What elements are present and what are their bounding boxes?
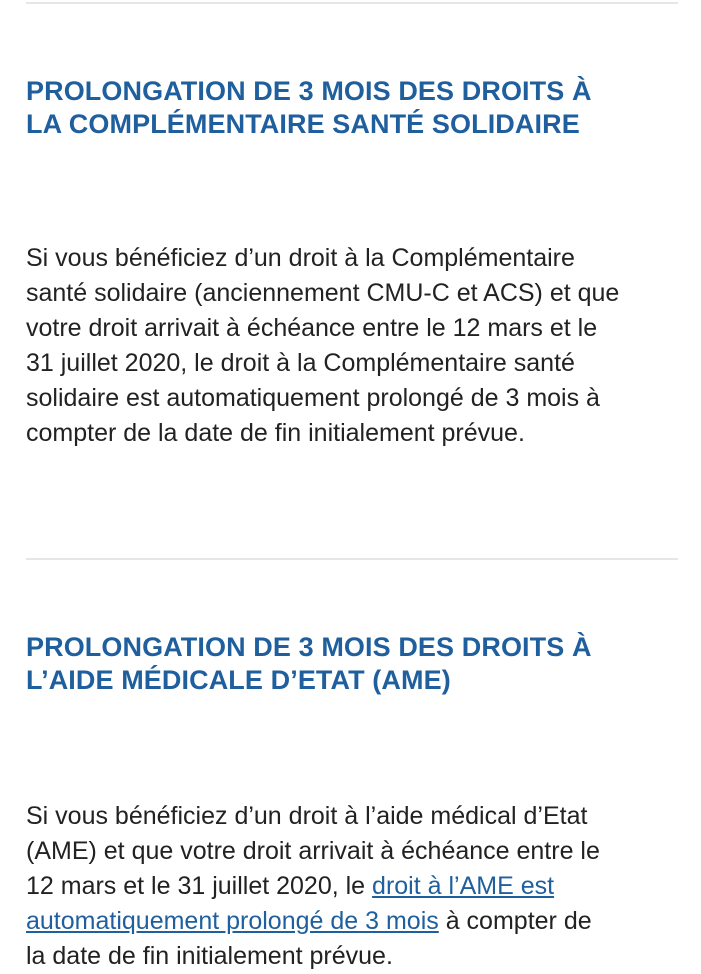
body-line: Si vous bénéficiez d’un droit à la Complémentaire bbox=[26, 244, 575, 272]
section-title-line: PROLONGATION DE 3 MOIS DES DROITS À bbox=[26, 632, 592, 662]
section-title-line: PROLONGATION DE 3 MOIS DES DROITS À bbox=[26, 76, 592, 106]
section-title-ame bbox=[26, 631, 678, 697]
section-body-css bbox=[26, 241, 678, 451]
body-line: santé solidaire (anciennement CMU-C et ACS) et que bbox=[26, 279, 620, 307]
body-line: solidaire est automatiquement prolongé de 3 mois à bbox=[26, 384, 600, 412]
body-line: (AME) et que votre droit arrivait à échéance entre le bbox=[26, 837, 600, 865]
body-line: 31 juillet 2020, le droit à la Complémentaire santé bbox=[26, 349, 575, 377]
section-title-line: L’AIDE MÉDICALE D’ETAT (AME) bbox=[26, 665, 451, 695]
section-divider bbox=[26, 558, 678, 560]
ame-link-part2[interactable]: automatiquement prolongé de 3 mois bbox=[26, 907, 439, 935]
section-title-line: LA COMPLÉMENTAIRE SANTÉ SOLIDAIRE bbox=[26, 109, 580, 139]
body-text: à compter de bbox=[438, 907, 592, 935]
section-body-ame bbox=[26, 799, 678, 974]
ame-link-part1[interactable]: droit à l’AME est bbox=[372, 872, 555, 900]
body-line: votre droit arrivait à échéance entre le 12 mars et le bbox=[26, 314, 598, 342]
body-line: compter de la date de fin initialement prévue. bbox=[26, 419, 525, 447]
page-content bbox=[26, 0, 678, 974]
top-divider bbox=[26, 2, 678, 4]
section-title-css bbox=[26, 75, 678, 141]
body-text: 12 mars et le 31 juillet 2020, le bbox=[26, 872, 373, 900]
body-line: la date de fin initialement prévue. bbox=[26, 942, 393, 970]
body-line: Si vous bénéficiez d’un droit à l’aide médical d’Etat bbox=[26, 802, 588, 830]
